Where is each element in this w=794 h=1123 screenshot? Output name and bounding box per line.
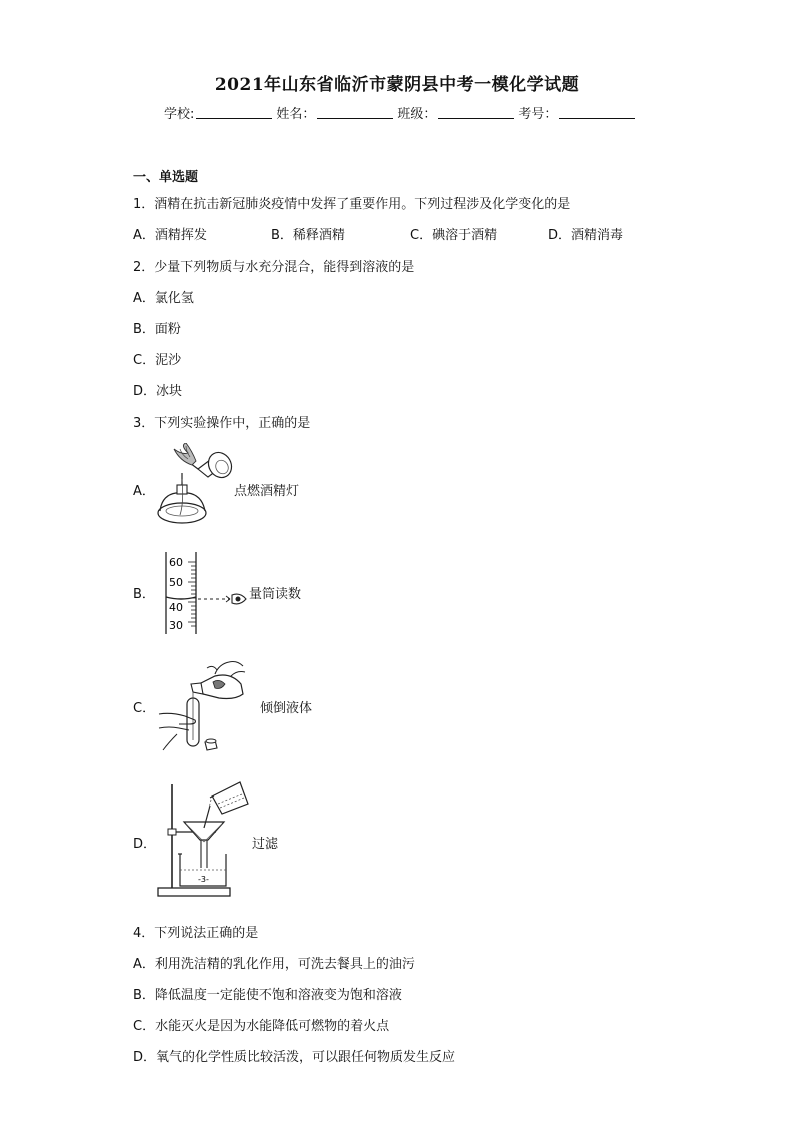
q1-option-a: A．酒精挥发 bbox=[133, 228, 207, 243]
q4-option-b: B．降低温度一定能使不饱和溶液变为饱和溶液 bbox=[133, 988, 402, 1003]
q1-option-c: C．碘溶于酒精 bbox=[410, 228, 498, 243]
student-info-line bbox=[164, 103, 639, 122]
q1-option-b: B．稀释酒精 bbox=[271, 228, 345, 243]
q3-option-c-letter: C． bbox=[133, 701, 156, 716]
q2-option-c: C．泥沙 bbox=[133, 353, 182, 368]
q2-option-a: A．氯化氢 bbox=[133, 291, 194, 306]
name-label: 姓名： bbox=[276, 107, 316, 122]
q4-option-c: C．水能灭火是因为水能降低可燃物的着火点 bbox=[133, 1019, 390, 1034]
filtration-figure bbox=[156, 778, 252, 900]
class-label: 班级： bbox=[397, 107, 437, 122]
q4-option-a: A．利用洗洁精的乳化作用，可洗去餐具上的油污 bbox=[133, 957, 415, 972]
name-blank[interactable] bbox=[317, 106, 393, 119]
class-blank[interactable] bbox=[438, 106, 514, 119]
tick-30: 30 bbox=[169, 619, 183, 632]
pouring-liquid-figure bbox=[155, 654, 255, 752]
graduated-cylinder-figure bbox=[160, 550, 254, 636]
alcohol-lamp-figure bbox=[152, 443, 242, 529]
tick-50: 50 bbox=[169, 576, 183, 589]
q2-option-b: B．面粉 bbox=[133, 322, 181, 337]
q3-option-b-letter: B． bbox=[133, 587, 155, 602]
q4-option-d: D．氧气的化学性质比较活泼，可以跟任何物质发生反应 bbox=[133, 1050, 456, 1065]
exam-title: 2021年山东省临沂市蒙阴县中考一模化学试题 bbox=[214, 75, 580, 95]
section-heading: 一、单选题 bbox=[133, 170, 199, 185]
q4-stem: 4．下列说法正确的是 bbox=[133, 926, 259, 941]
q3-option-a-caption: 点燃酒精灯 bbox=[234, 484, 300, 499]
q3-stem: 3．下列实验操作中，正确的是 bbox=[133, 416, 311, 431]
q3-option-b-caption: 量筒读数 bbox=[249, 587, 302, 602]
number-label: 考号： bbox=[518, 107, 558, 122]
tick-40: 40 bbox=[169, 601, 183, 614]
school-label: 学校: bbox=[164, 107, 195, 122]
svg-text:-3-: -3- bbox=[198, 875, 209, 884]
q1-option-d: D．酒精消毒 bbox=[548, 228, 624, 243]
q3-option-d-letter: D． bbox=[133, 837, 157, 852]
number-blank[interactable] bbox=[559, 106, 635, 119]
tick-60: 60 bbox=[169, 556, 183, 569]
q3-option-a-letter: A． bbox=[133, 484, 155, 499]
q2-option-d: D．冰块 bbox=[133, 384, 183, 399]
school-blank[interactable] bbox=[196, 106, 272, 119]
q3-option-c-caption: 倾倒液体 bbox=[260, 701, 313, 716]
q3-option-d-caption: 过滤 bbox=[252, 837, 279, 852]
q2-stem: 2．少量下列物质与水充分混合，能得到溶液的是 bbox=[133, 260, 415, 275]
q1-stem: 1．酒精在抗击新冠肺炎疫情中发挥了重要作用。下列过程涉及化学变化的是 bbox=[133, 197, 571, 212]
